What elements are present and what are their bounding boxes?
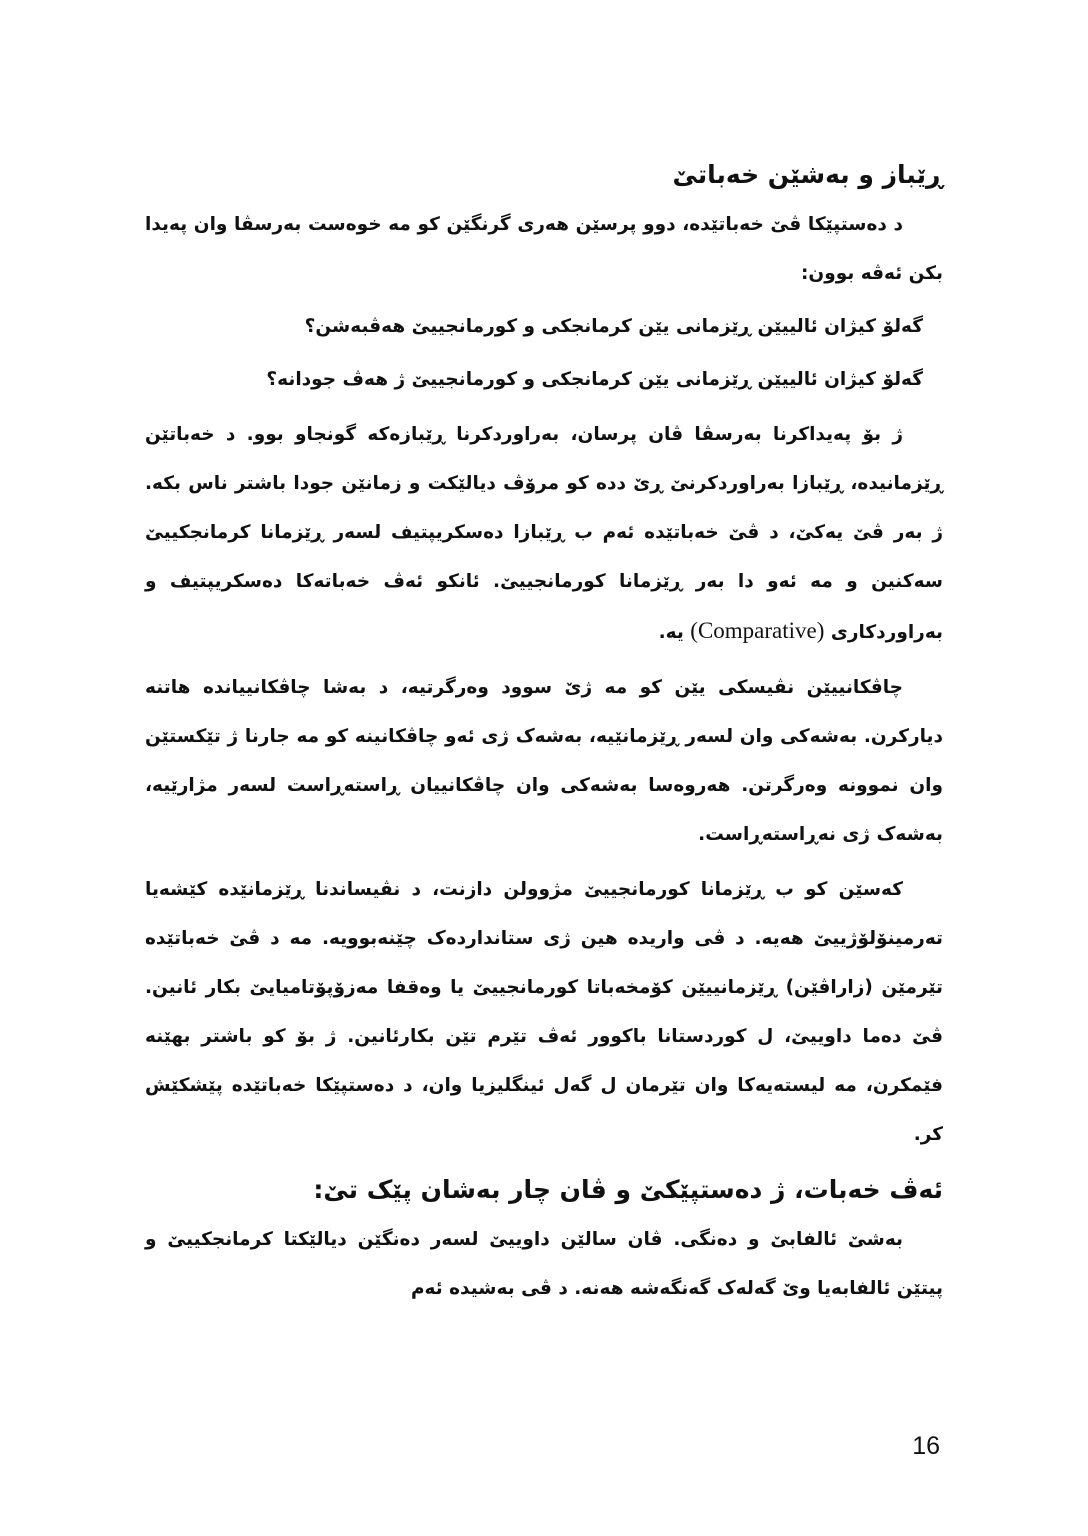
research-question-2: گەلۆ کیژان ئالییێن ڕێزمانی یێن کرمانجکی و کورمانجییێ ژ هەڤ جودانە؟: [266, 369, 923, 390]
alphabet-section-paragraph: بەشێ ئالفابێ و دەنگی. ڤان سالێن داوییێ لسەر دەنگێن دیالێکتا کرمانجکییێ و پیتێن ئالفابەیا وێ گەلەک گەنگەشە هەنە. د ڤی بەشیدە ئەم: [145, 1229, 943, 1299]
method-paragraph: [145, 410, 943, 657]
page-content: [145, 150, 943, 1313]
sources-paragraph: چاڤکانییێن نڤیسکی یێن کو مە ژێ سوود وەرگرتیە، د بەشا چاڤکانییاندە هاتنە دیارکرن. بەشەکی وان لسەر ڕێزمانێیە، بەشەک ژی ئەو چاڤکانینە کو مە جارنا ژ تێکستێن وان نموونە وەرگرتن. هەروەسا بەشەکی وان چاڤکانییان ڕاستەڕاست لسەر مژارێیە، بەشەک ژی نەڕاستەڕاست.: [145, 677, 943, 845]
method-text-end: یە.: [658, 622, 684, 643]
section-heading-structure: ئەڤ خەبات، ژ دەستپێکێ و ڤان چار بەشان پێک تێ:: [313, 1175, 943, 1204]
intro-paragraph: د دەستپێکا ڤێ خەباتێدە، دوو پرسێن هەری گرنگێن کو مە خوەست بەرسڤا وان پەیدا بکن ئەڤە بوون:: [145, 214, 943, 284]
research-question-1: گەلۆ کیژان ئالییێن ڕێزمانی یێن کرمانجکی و کورمانجییێ هەڤبەشن؟: [304, 316, 923, 337]
section-heading-method: ڕێباز و بەشێن خەباتێ: [672, 160, 943, 189]
comparative-term: (Comparative): [690, 618, 825, 643]
method-text: ژ بۆ پەیداکرنا بەرسڤا ڤان پرسان، بەراوردکرنا ڕێبازەکە گونجاو بوو. د خەباتێن ڕێزمانیدە، ڕێبازا بەراوردکرنێ ڕێ ددە کو مرۆڤ دیالێکت و زمانێن جودا باشتر ناس بکە. ژ بەر ڤێ یەکێ، د ڤێ خەباتێدە ئەم ب ڕێبازا دەسکریپتیف لسەر ڕێزمانا کرمانجکییێ سەکنین و مە ئەو دا بەر ڕێزمانا کورمانجییێ. ئانکو ئەڤ خەباتەکا دەسکریپتیف و بەراوردکاری: [145, 424, 943, 643]
terminology-paragraph: کەسێن کو ب ڕێزمانا کورمانجییێ مژوولن دازنت، د نڤیساندنا ڕێزمانێدە کێشەیا تەرمینۆلۆژییێ هەیە. د ڤی واریدە هین ژی ستانداردەک چێنەبوویە. مە د ڤێ خەباتێدە تێرمێن (زاراڤێن) ڕێزمانییێن کۆمخەباتا کورمانجییێ یا وەقفا مەزۆپۆتامیایێ بکار ئانین. ڤێ دەما داوییێ، ل کوردستانا باکوور ئەڤ تێرم تێن بکارئانین. ژ بۆ کو باشتر بهێنە فێمکرن، مە لیستەیەکا وان تێرمان ل گەل ئینگلیزیا وان، د دەستپێکا خەباتێدە پێشکێش کر.: [145, 879, 943, 1145]
page-number: 16: [912, 1432, 940, 1460]
